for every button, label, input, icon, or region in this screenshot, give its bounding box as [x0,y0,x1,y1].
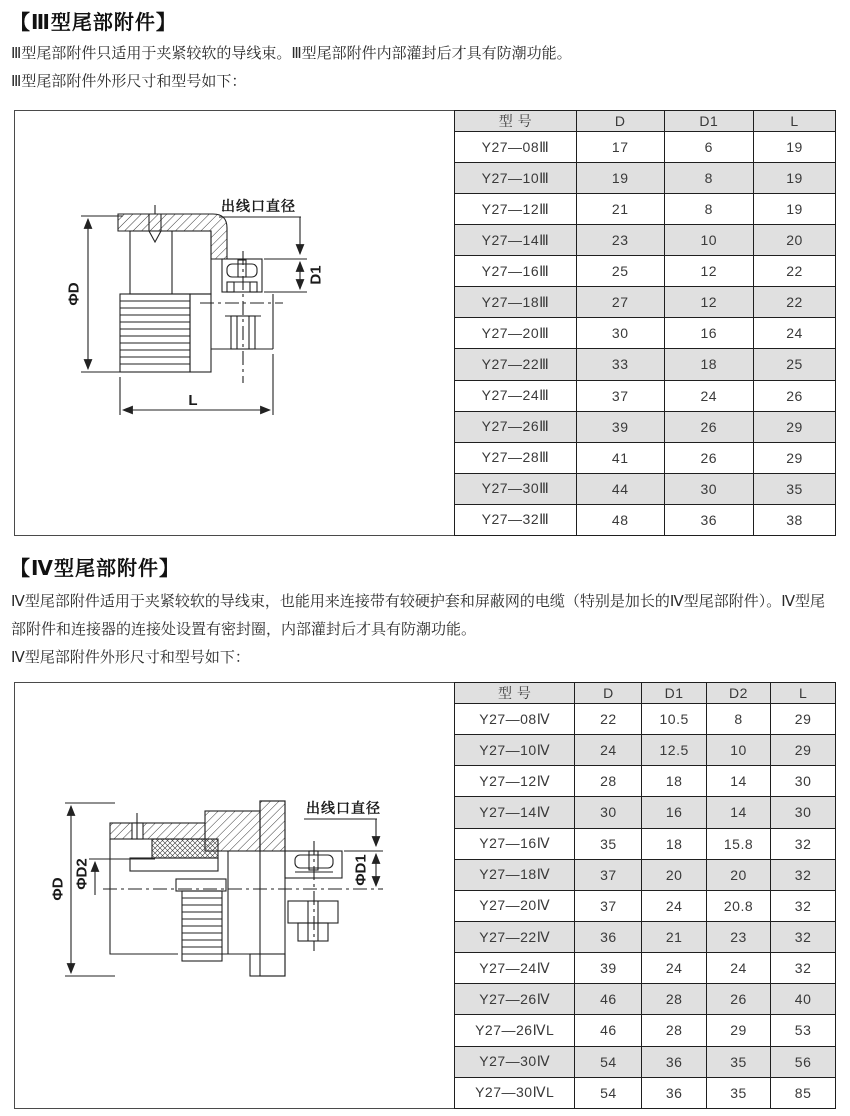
type4-spec-panel [14,682,836,1109]
table-row [455,828,836,859]
type3-dimensions-intro: Ⅲ型尾部附件外形尺寸和型号如下： [11,73,247,90]
dimension-cell: 46 [575,1015,642,1046]
dimension-cell: 21 [642,921,706,952]
dimension-cell: 19 [754,163,836,194]
dimension-cell: 29 [754,442,836,473]
table-row [455,411,836,442]
type3-description: Ⅲ型尾部附件只适用于夹紧较软的导线束。Ⅲ型尾部附件内部灌封后才具有防潮功能。 [11,45,572,62]
dimension-cell: 24 [642,890,706,921]
column-header: 型 号 [455,111,577,132]
dimension-cell: 28 [642,984,706,1015]
model-cell: Y27—14Ⅲ [455,225,577,256]
dimension-cell: 40 [771,984,836,1015]
table-row [455,859,836,890]
table-row [455,890,836,921]
model-cell: Y27—30Ⅲ [455,473,577,504]
dimension-cell: 10.5 [642,704,706,735]
table-row [455,1015,836,1046]
dimension-cell: 22 [754,287,836,318]
model-cell: Y27—18Ⅳ [455,859,575,890]
dimension-cell: 30 [771,797,836,828]
table-row [455,349,836,380]
model-cell: Y27—18Ⅲ [455,287,577,318]
model-cell: Y27—26Ⅲ [455,411,577,442]
model-cell: Y27—26ⅣL [455,1015,575,1046]
table-row [455,735,836,766]
column-header: L [754,111,836,132]
type3-outline-drawing [15,111,455,533]
phi-d-label: ΦD [49,877,67,901]
column-header: D [576,111,664,132]
dimension-cell: 85 [771,1077,836,1108]
model-cell: Y27—26Ⅳ [455,984,575,1015]
dimension-cell: 14 [706,797,770,828]
dimension-cell: 8 [706,704,770,735]
dimension-cell: 23 [576,225,664,256]
dimension-cell: 15.8 [706,828,770,859]
dimension-cell: 29 [706,1015,770,1046]
section-heading-type4: 【Ⅳ型尾部附件】 [10,558,180,580]
dimension-cell: 32 [771,953,836,984]
section-heading-type3: 【Ⅲ型尾部附件】 [10,12,177,34]
dimension-cell: 8 [664,194,754,225]
dimension-cell: 21 [576,194,664,225]
dimension-cell: 24 [575,735,642,766]
dimension-cell: 18 [664,349,754,380]
dimension-cell: 54 [575,1046,642,1077]
dimension-cell: 37 [575,859,642,890]
dimension-cell: 20.8 [706,890,770,921]
type4-description: Ⅳ型尾部附件适用于夹紧较软的导线束，也能用来连接带有较硬护套和屏蔽网的电缆（特别是加长的Ⅳ型尾部附件）。Ⅳ型尾部附件和连接器的连接处设置有密封圈，内部灌封后才具有防潮功能。 [11,593,826,638]
dimension-cell: 25 [576,256,664,287]
dimension-cell: 37 [575,890,642,921]
model-cell: Y27—20Ⅲ [455,318,577,349]
model-cell: Y27—10Ⅳ [455,735,575,766]
dimension-cell: 36 [642,1046,706,1077]
outlet-diameter-label: 出线口直径 [306,800,381,816]
dimension-cell: 12 [664,287,754,318]
dimension-cell: 30 [576,318,664,349]
table-header-row [455,683,836,704]
dimension-cell: 24 [706,953,770,984]
dimension-cell: 39 [576,411,664,442]
dimension-cell: 19 [754,194,836,225]
dimension-cell: 18 [642,766,706,797]
dimension-cell: 22 [575,704,642,735]
dimension-cell: 46 [575,984,642,1015]
seal-ring [152,839,218,858]
dimension-cell: 12.5 [642,735,706,766]
table-row [455,704,836,735]
table-row [455,984,836,1015]
dimension-cell: 27 [576,287,664,318]
dimension-cell: 16 [664,318,754,349]
dimension-cell: 20 [706,859,770,890]
phi-d-label: ΦD [65,282,83,306]
table-row [455,132,836,163]
knurl-block [120,294,190,372]
model-cell: Y27—08Ⅲ [455,132,577,163]
model-cell: Y27—22Ⅲ [455,349,577,380]
model-cell: Y27—16Ⅳ [455,828,575,859]
dimension-cell: 37 [576,380,664,411]
dimension-cell: 35 [706,1046,770,1077]
dimension-cell: 29 [771,735,836,766]
model-cell: Y27—24Ⅳ [455,953,575,984]
phi-d2-label: ΦD2 [73,858,91,890]
dimension-cell: 26 [664,411,754,442]
model-cell: Y27—08Ⅳ [455,704,575,735]
dimension-cell: 16 [642,797,706,828]
type3-spec-panel [14,110,836,536]
dimension-cell: 22 [754,256,836,287]
table-row [455,504,836,535]
dimension-cell: 8 [664,163,754,194]
table-row [455,953,836,984]
dimension-cell: 6 [664,132,754,163]
type3-spec-table [454,110,836,536]
dimension-cell: 28 [575,766,642,797]
type4-outline-drawing [15,683,455,1106]
model-cell: Y27—12Ⅲ [455,194,577,225]
dimension-cell: 41 [576,442,664,473]
model-cell: Y27—10Ⅲ [455,163,577,194]
dimension-cell: 24 [664,380,754,411]
table-header-row [455,111,836,132]
dimension-cell: 35 [754,473,836,504]
model-cell: Y27—20Ⅳ [455,890,575,921]
dimension-cell: 29 [771,704,836,735]
dimension-cell: 38 [754,504,836,535]
dimension-cell: 32 [771,921,836,952]
dimension-cell: 29 [754,411,836,442]
table-row [455,225,836,256]
dimension-cell: 56 [771,1046,836,1077]
dimension-cell: 19 [754,132,836,163]
model-cell: Y27—28Ⅲ [455,442,577,473]
dimension-cell: 36 [664,504,754,535]
column-header: 型 号 [455,683,575,704]
table-row [455,256,836,287]
dimension-cell: 28 [642,1015,706,1046]
dimension-cell: 17 [576,132,664,163]
table-row [455,318,836,349]
type4-spec-table [454,682,836,1109]
model-cell: Y27—12Ⅳ [455,766,575,797]
l-label: L [188,392,198,409]
type4-dimensions-intro: Ⅳ型尾部附件外形尺寸和型号如下： [11,649,250,666]
dimension-cell: 25 [754,349,836,380]
table-row [455,442,836,473]
dimension-cell: 44 [576,473,664,504]
model-cell: Y27—14Ⅳ [455,797,575,828]
model-cell: Y27—30Ⅳ [455,1046,575,1077]
outlet-diameter-label: 出线口直径 [221,198,296,214]
table-row [455,921,836,952]
dimension-cell: 19 [576,163,664,194]
table-row [455,1077,836,1108]
table-row [455,163,836,194]
dimension-cell: 20 [754,225,836,256]
dimension-cell: 12 [664,256,754,287]
dimension-cell: 18 [642,828,706,859]
model-cell: Y27—30ⅣL [455,1077,575,1108]
dimension-cell: 30 [664,473,754,504]
dimension-cell: 33 [576,349,664,380]
dimension-cell: 30 [771,766,836,797]
dimension-cell: 14 [706,766,770,797]
dimension-cell: 54 [575,1077,642,1108]
table-row [455,287,836,318]
table-row [455,797,836,828]
table-row [455,473,836,504]
dimension-cell: 35 [575,828,642,859]
model-cell: Y27—24Ⅲ [455,380,577,411]
column-header: D [575,683,642,704]
dimension-cell: 24 [754,318,836,349]
dimension-cell: 10 [664,225,754,256]
dimension-cell: 39 [575,953,642,984]
column-header: L [771,683,836,704]
phi-d1-label: ΦD1 [352,854,370,886]
dimension-cell: 36 [642,1077,706,1108]
table-row [455,766,836,797]
dimension-cell: 26 [706,984,770,1015]
dimension-cell: 10 [706,735,770,766]
dimension-cell: 32 [771,859,836,890]
dimension-cell: 23 [706,921,770,952]
dimension-cell: 35 [706,1077,770,1108]
dimension-cell: 20 [642,859,706,890]
dimension-cell: 53 [771,1015,836,1046]
dimension-cell: 24 [642,953,706,984]
column-header: D2 [706,683,770,704]
table-row [455,1046,836,1077]
model-cell: Y27—22Ⅳ [455,921,575,952]
dimension-cell: 26 [664,442,754,473]
dimension-cell: 48 [576,504,664,535]
model-cell: Y27—16Ⅲ [455,256,577,287]
table-row [455,194,836,225]
dimension-cell: 30 [575,797,642,828]
table-row [455,380,836,411]
dimension-cell: 32 [771,828,836,859]
column-header: D1 [642,683,706,704]
dimension-cell: 26 [754,380,836,411]
model-cell: Y27—32Ⅲ [455,504,577,535]
dimension-cell: 36 [575,921,642,952]
dimension-cell: 32 [771,890,836,921]
column-header: D1 [664,111,754,132]
d1-label: D1 [307,265,325,285]
